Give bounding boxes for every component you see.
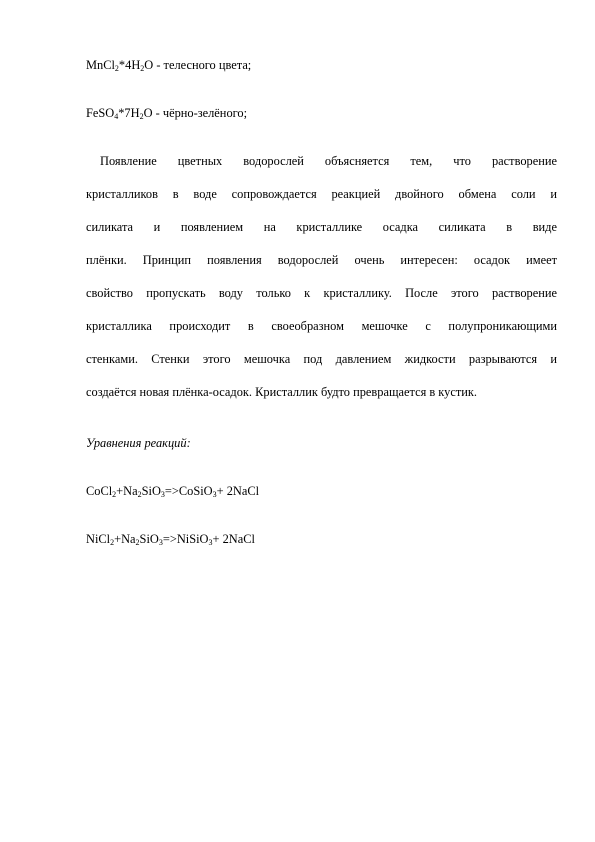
formula-description: - телесного цвета; — [153, 58, 252, 72]
hydrate-line-feso4 — [86, 106, 247, 121]
paragraph-line: свойство пропускать воду только к кристаллику. После этого растворение — [86, 286, 557, 300]
explanation-paragraph — [86, 145, 557, 409]
paragraph-line: Появление цветных водорослей объясняется тем, что растворение — [100, 154, 557, 168]
formula: $MnCl_2*4H_2O$ — [86, 58, 154, 73]
hydrate-line-mncl2 — [86, 58, 251, 73]
formula: $FeSO_4*7H_2O$ — [86, 106, 153, 121]
equations-heading: Уравнения реакций: — [86, 436, 191, 450]
equation-nicl2: $NiCl_2+Na_2SiO_3=>NiSiO_3+$ 2NaCl — [86, 532, 255, 547]
paragraph-line: стенками. Стенки этого мешочка под давлением жидкости разрываются и — [86, 352, 557, 366]
paragraph-line: кристаллика происходит в своеобразном мешочке с полупроникающими — [86, 319, 557, 333]
paragraph-line: создаётся новая плёнка-осадок. Кристаллик будто превращается в кустик. — [86, 385, 478, 399]
formula-description: - чёрно-зелёного; — [152, 106, 248, 120]
paragraph-line: плёнки. Принцип появления водорослей очень интересен: осадок имеет — [86, 253, 557, 267]
paragraph-line: кристалликов в воде сопровождается реакцией двойного обмена соли и — [86, 187, 557, 201]
equation-cocl2: $CoCl_2+Na_2SiO_3=>CoSiO_3+$ 2NaCl — [86, 484, 260, 499]
paragraph-line: силиката и появлением на кристаллике осадка силиката в виде — [86, 220, 557, 234]
